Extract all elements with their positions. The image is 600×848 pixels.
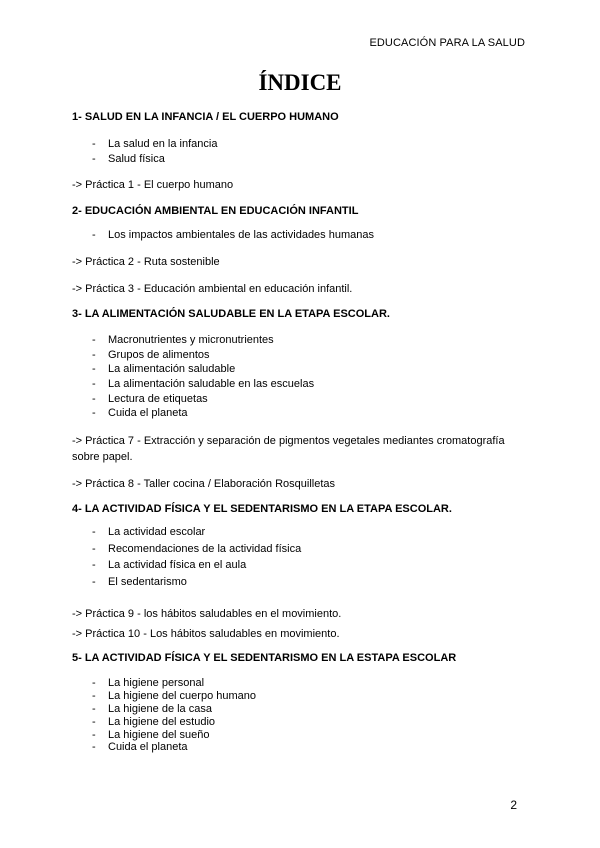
section-1 xyxy=(72,110,532,193)
list-item: - Grupos de alimentos xyxy=(92,348,532,363)
list-item: - El sedentarismo xyxy=(92,574,532,591)
list-item: - Cuida el planeta xyxy=(92,406,532,421)
page-number: 2 xyxy=(510,798,517,812)
topic-list xyxy=(72,524,532,590)
page-title: ÍNDICE xyxy=(258,70,342,95)
list-item: - Macronutrientes y micronutrientes xyxy=(92,333,532,348)
list-item: - La alimentación saludable en las escuelas xyxy=(92,377,532,392)
practice-item: -> Práctica 3 - Educación ambiental en educación infantil. xyxy=(72,282,353,295)
list-item: - La actividad física en el aula xyxy=(92,557,532,574)
section-title: 1- SALUD EN LA INFANCIA / EL CUERPO HUMANO xyxy=(72,111,339,123)
list-item: - La higiene del sueño xyxy=(92,729,532,742)
section-5 xyxy=(72,651,532,754)
list-item: - La higiene del cuerpo humano xyxy=(92,690,532,703)
topic-list xyxy=(72,137,532,166)
list-item: - Salud física xyxy=(92,152,532,167)
section-3 xyxy=(72,307,532,491)
section-title: 4- LA ACTIVIDAD FÍSICA Y EL SEDENTARISMO EN LA ETAPA ESCOLAR. xyxy=(72,503,452,516)
section-title: 2- EDUCACIÓN AMBIENTAL EN EDUCACIÓN INFANTIL xyxy=(72,204,359,217)
practice-item: -> Práctica 2 - Ruta sostenible xyxy=(72,256,220,269)
list-item: - Lectura de etiquetas xyxy=(92,392,532,407)
practice-item: -> Práctica 10 - Los hábitos saludables en movimiento. xyxy=(72,628,340,641)
list-item: - La salud en la infancia xyxy=(92,137,532,152)
list-item: - La higiene de la casa xyxy=(92,703,532,716)
page-header: EDUCACIÓN PARA LA SALUD xyxy=(369,37,525,49)
section-2 xyxy=(72,204,532,297)
practice-item: -> Práctica 9 - los hábitos saludables en el movimiento. xyxy=(72,608,342,621)
section-title: 3- LA ALIMENTACIÓN SALUDABLE EN LA ETAPA ESCOLAR. xyxy=(72,308,390,321)
index-content xyxy=(72,110,532,754)
section-4 xyxy=(72,502,532,643)
list-item: - La alimentación saludable xyxy=(92,362,532,377)
topic-list xyxy=(72,228,532,243)
list-item: - Los impactos ambientales de las actividades humanas xyxy=(92,228,532,243)
list-item: - La actividad escolar xyxy=(92,524,532,541)
list-item: - La higiene del estudio xyxy=(92,716,532,729)
list-item: - Cuida el planeta xyxy=(92,741,532,754)
practice-item: -> Práctica 1 - El cuerpo humano xyxy=(72,179,234,192)
practice-item: -> Práctica 8 - Taller cocina / Elaboración Rosquilletas xyxy=(72,477,336,490)
topic-list xyxy=(72,677,532,754)
list-item: - Recomendaciones de la actividad física xyxy=(92,541,532,558)
practice-item: -> Práctica 7 - Extracción y separación de pigmentos vegetales mediantes cromatografía sobre papel. xyxy=(72,434,505,463)
topic-list xyxy=(72,333,532,421)
section-title: 5- LA ACTIVIDAD FÍSICA Y EL SEDENTARISMO EN LA ESTAPA ESCOLAR xyxy=(72,652,457,665)
list-item: - La higiene personal xyxy=(92,677,532,690)
